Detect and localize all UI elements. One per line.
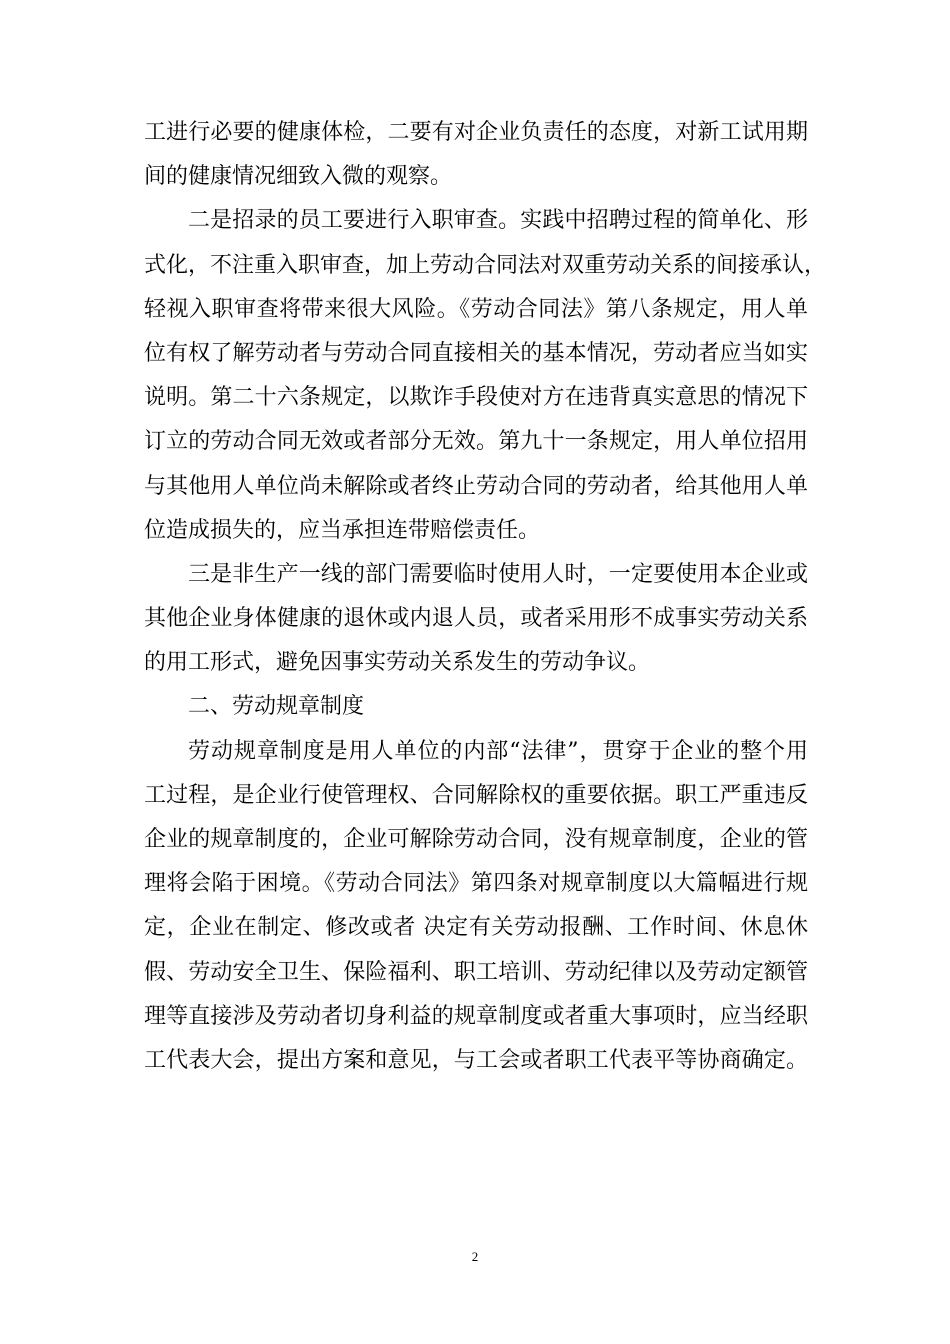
text-line: 假、劳动安全卫生、保险福利、职工培训、劳动纪律以及劳动定额管: [144, 959, 808, 985]
paragraph-first-line: 劳动规章制度是用人单位的内部“法律”，贯穿于企业的整个用: [188, 738, 808, 764]
paragraph-first-line: 三是非生产一线的部门需要临时使用人时，一定要使用本企业或: [188, 561, 808, 587]
text-line: 工进行必要的健康体检，二要有对企业负责任的态度，对新工试用期: [144, 120, 808, 145]
text-line: 工代表大会，提出方案和意见，与工会或者职工代表平等协商确定。: [144, 1047, 808, 1073]
text-line: 轻视入职审查将带来很大风险。《劳动合同法》第八条规定，用人单: [144, 296, 808, 322]
text-line: 企业的规章制度的，企业可解除劳动合同，没有规章制度，企业的管: [144, 827, 808, 852]
text-line: 工过程，是企业行使管理权、合同解除权的重要依据。职工严重违反: [144, 782, 808, 808]
text-line: 理等直接涉及劳动者切身利益的规章制度或者重大事项时，应当经职: [144, 1003, 808, 1029]
text-line: 的用工形式，避免因事实劳动关系发生的劳动争议。: [144, 650, 651, 676]
text-line: 间的健康情况细致入微的观察。: [144, 164, 453, 190]
page-number: 2: [471, 1249, 479, 1264]
body-text: [144, 116, 827, 1088]
section-heading: 二、劳动规章制度: [188, 694, 365, 720]
text-line: 位造成损失的，应当承担连带赔偿责任。: [144, 517, 541, 543]
text-line: 订立的劳动合同无效或者部分无效。第九十一条规定，用人单位招用: [144, 429, 808, 455]
text-line: 理将会陷于困境。《劳动合同法》第四条对规章制度以大篇幅进行规: [144, 871, 808, 897]
text-line: 位有权了解劳动者与劳动合同直接相关的基本情况，劳动者应当如实: [144, 340, 808, 366]
text-line: 说明。第二十六条规定，以欺诈手段使对方在违背真实意思的情况下: [144, 385, 808, 411]
text-line: 与其他用人单位尚未解除或者终止劳动合同的劳动者，给其他用人单: [144, 473, 808, 499]
text-line: 其他企业身体健康的退休或内退人员，或者采用形不成事实劳动关系: [144, 606, 808, 632]
text-line: 定，企业在制定、修改或者 决定有关劳动报酬、工作时间、休息休: [144, 915, 808, 941]
paragraph-first-line: 二是招录的员工要进行入职审查。实践中招聘过程的简单化、形: [188, 208, 808, 234]
text-line: 式化，不注重入职审查，加上劳动合同法对双重劳动关系的间接承认，: [144, 252, 827, 278]
